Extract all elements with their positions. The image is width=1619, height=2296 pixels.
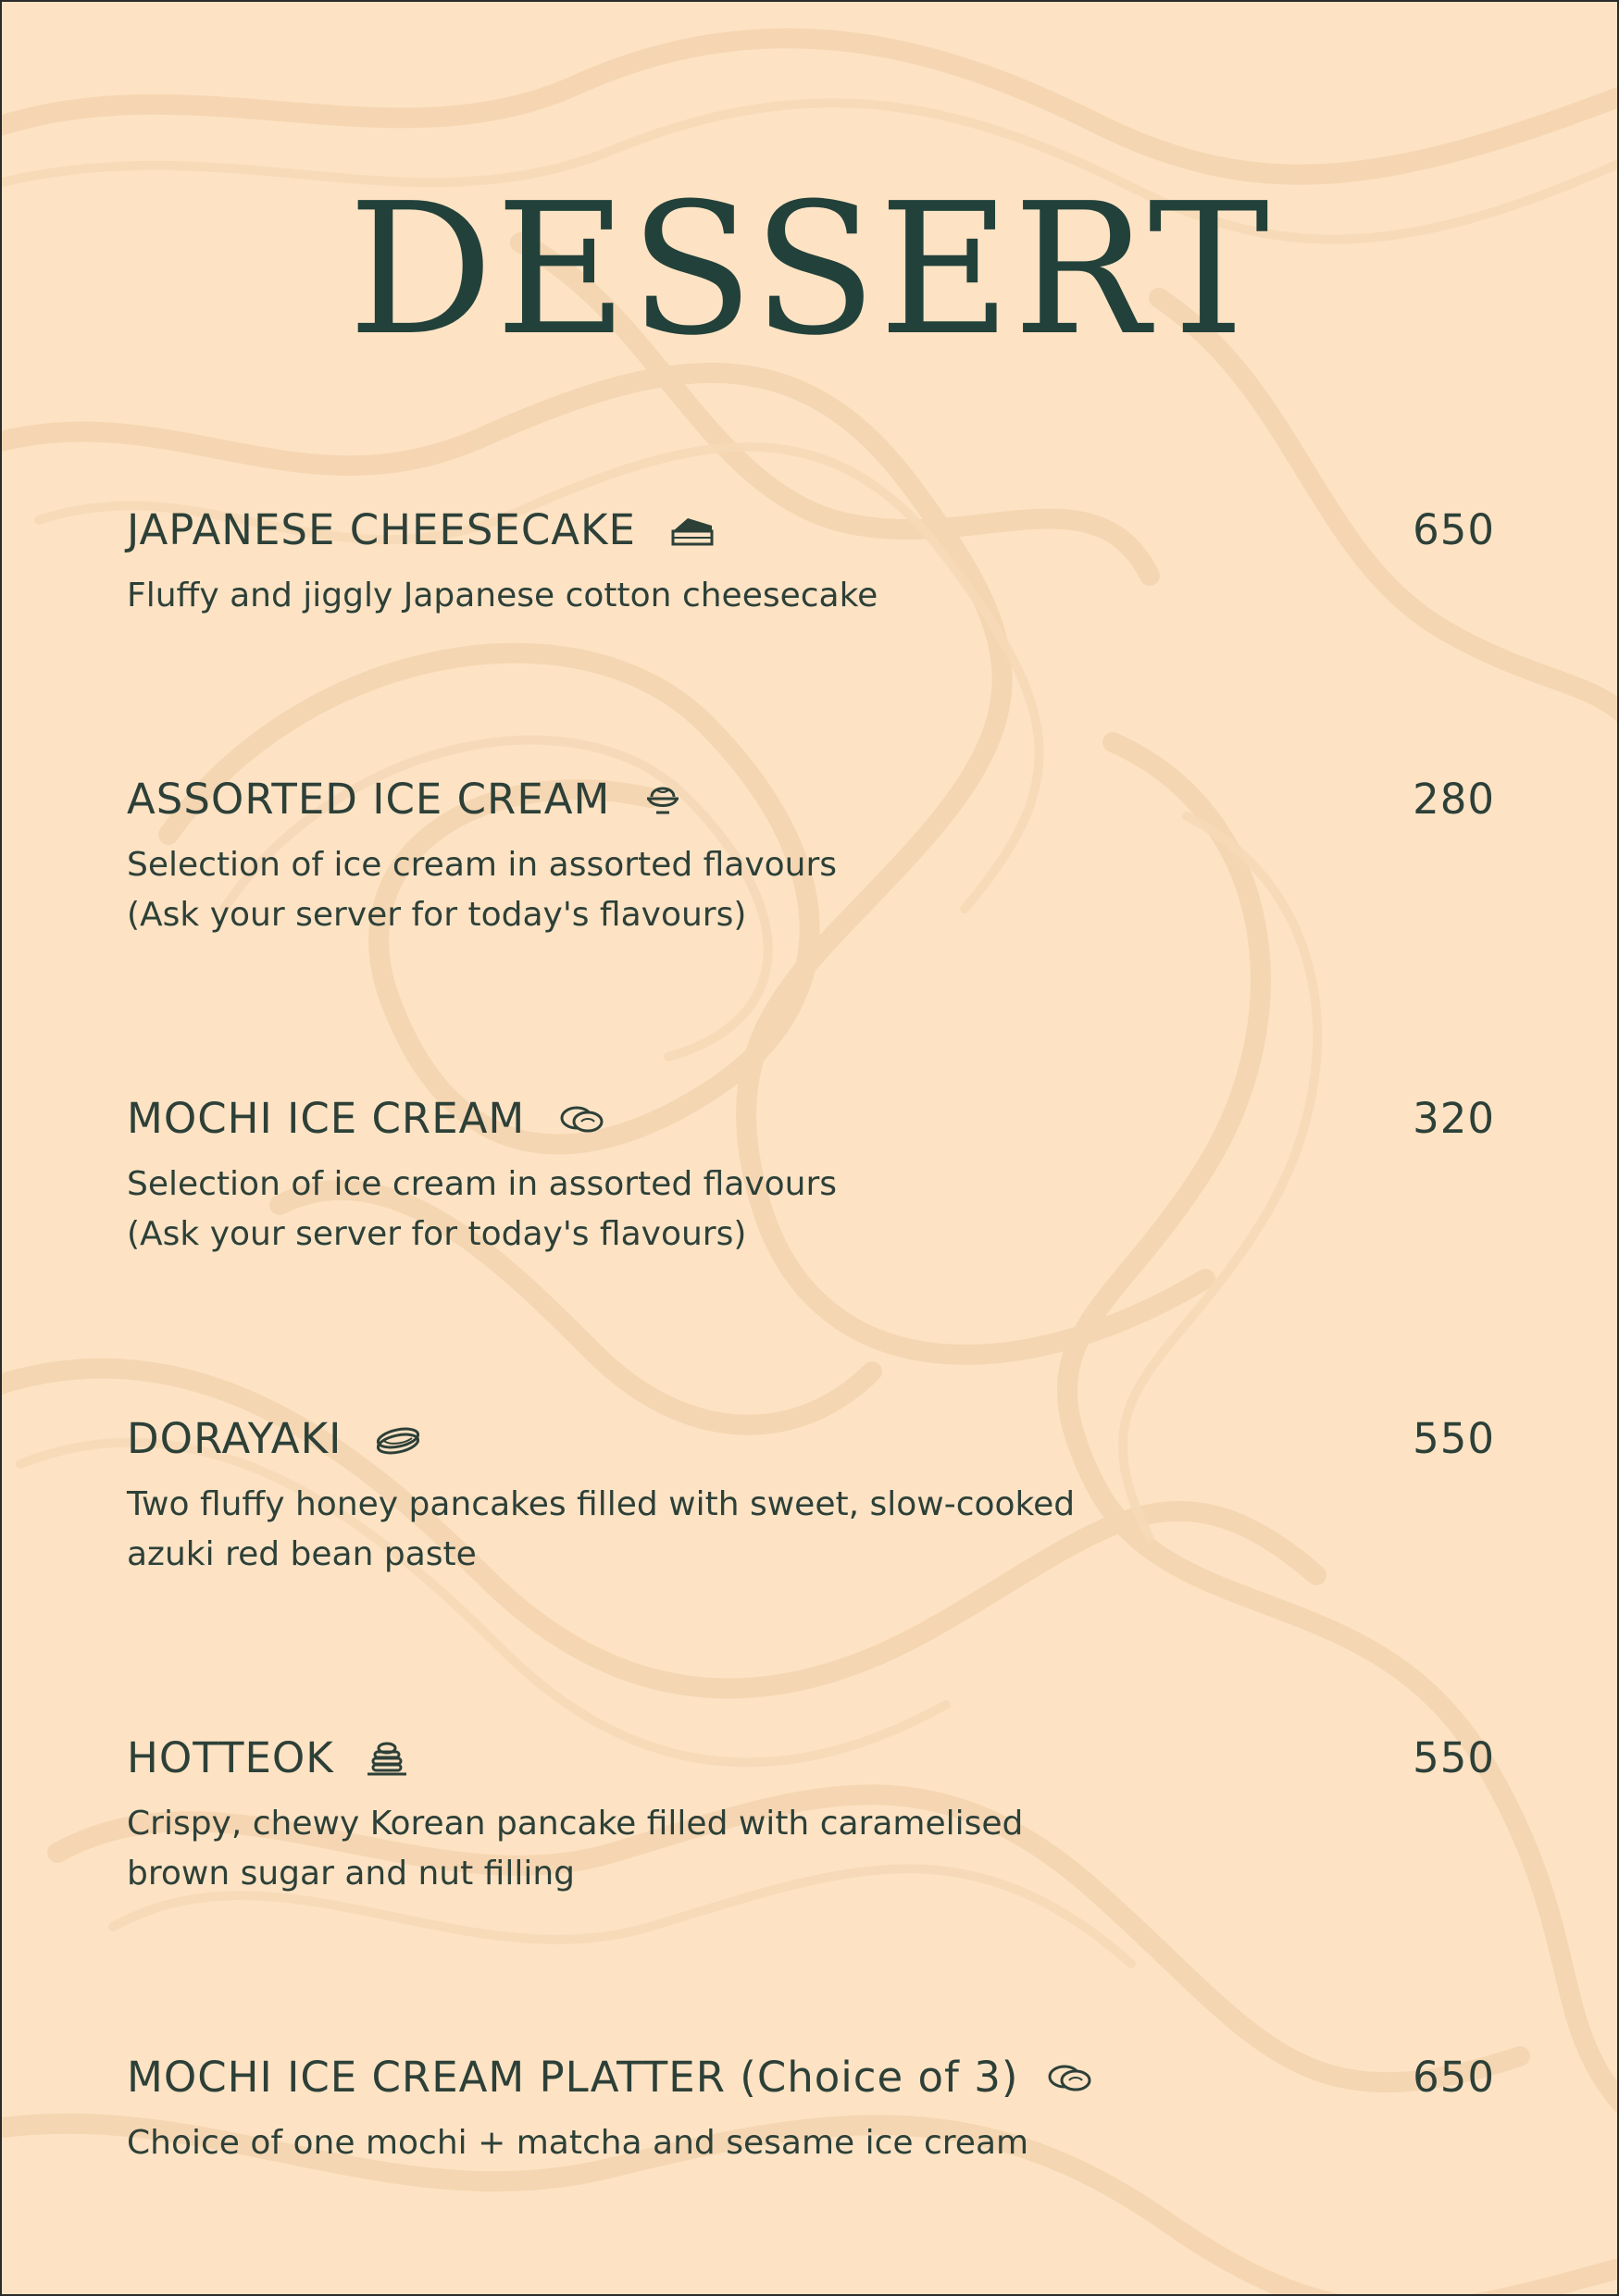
menu-item-name: MOCHI ICE CREAM PLATTER (Choice of 3) — [127, 2053, 1019, 2102]
description-line: Selection of ice cream in assorted flavours — [127, 1165, 838, 1203]
ice-cream-bowl-icon — [638, 778, 688, 821]
menu-item-price: 650 — [1413, 2053, 1495, 2102]
menu-item-name: DORAYAKI — [127, 1414, 342, 1463]
menu-item-header — [127, 1089, 1495, 1148]
pancake-stack-icon — [362, 1737, 412, 1780]
menu-item-header — [127, 770, 1495, 829]
mochi-icon — [1044, 2056, 1094, 2099]
menu-item-description — [127, 2118, 1127, 2168]
menu-item — [127, 1409, 1495, 1580]
menu-item-header — [127, 1729, 1495, 1788]
menu-item-header — [127, 1409, 1495, 1469]
description-line: azuki red bean paste — [127, 1535, 477, 1573]
menu-item — [127, 1729, 1495, 1899]
menu-item — [127, 1089, 1495, 1260]
description-line: brown sugar and nut filling — [127, 1855, 576, 1893]
description-line: Two fluffy honey pancakes filled with sweet, slow-cooked — [127, 1485, 1076, 1523]
menu-item-description — [127, 1480, 1127, 1580]
description-line: (Ask your server for today's flavours) — [127, 1215, 747, 1253]
menu-item-description — [127, 840, 1127, 940]
menu-item-price: 320 — [1413, 1094, 1495, 1143]
description-line: Selection of ice cream in assorted flavours — [127, 846, 838, 884]
menu-item-price: 650 — [1413, 505, 1495, 554]
menu-item-price: 280 — [1413, 775, 1495, 824]
menu-item-price: 550 — [1413, 1733, 1495, 1782]
menu-item-description — [127, 1799, 1127, 1899]
menu-item-description — [127, 1160, 1127, 1260]
menu-title: DESSERT — [347, 165, 1272, 376]
menu-item — [127, 501, 1495, 621]
menu-item-name: HOTTEOK — [127, 1733, 334, 1782]
menu-item-name: MOCHI ICE CREAM — [127, 1094, 526, 1143]
description-line: Choice of one mochi + matcha and sesame ice cream — [127, 2124, 1029, 2162]
menu-item — [127, 2048, 1495, 2168]
menu-item — [127, 770, 1495, 940]
menu-item-name: JAPANESE CHEESECAKE — [127, 505, 636, 554]
cheesecake-icon — [667, 509, 717, 552]
menu-item-header — [127, 501, 1495, 560]
menu-item-header — [127, 2048, 1495, 2107]
dorayaki-icon — [373, 1418, 423, 1460]
description-line: Fluffy and jiggly Japanese cotton cheesecake — [127, 577, 878, 614]
description-line: Crispy, chewy Korean pancake filled with caramelised — [127, 1805, 1024, 1843]
mochi-icon — [556, 1098, 606, 1140]
menu-item-price: 550 — [1413, 1414, 1495, 1463]
menu-item-name: ASSORTED ICE CREAM — [127, 775, 611, 824]
menu-item-description — [127, 571, 1127, 621]
description-line: (Ask your server for today's flavours) — [127, 896, 747, 934]
